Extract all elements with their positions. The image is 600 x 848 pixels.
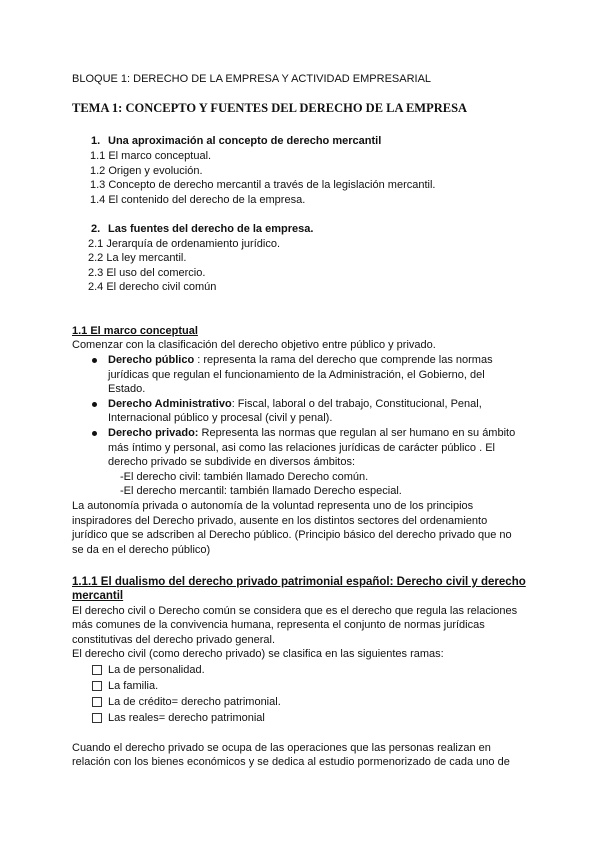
toc-section2-number: 2. — [91, 223, 101, 235]
checklist-item: La de personalidad. — [108, 664, 205, 676]
checkbox-icon — [92, 681, 102, 691]
bullet-line — [108, 397, 482, 411]
paragraph-line: El derecho civil (como derecho privado) se clasifica en las siguientes ramas: — [72, 648, 444, 660]
paragraph-line: jurídico que se adscriben al Derecho público. (Principio básico del derecho privado que no — [72, 529, 512, 541]
checklist-item: La familia. — [108, 680, 159, 692]
paragraph-line: La autonomía privada o autonomía de la voluntad representa uno de los principios — [72, 500, 474, 512]
toc-section1-title: Una aproximación al concepto de derecho mercantil — [108, 135, 382, 147]
checklist-item: Las reales= derecho patrimonial — [108, 712, 265, 724]
bullet-text: : Fiscal, laboral o del trabajo, Constitucional, Penal, — [231, 398, 482, 410]
toc-item: 1.2 Origen y evolución. — [90, 165, 203, 177]
bullet-icon — [92, 402, 97, 407]
paragraph-line: se da en el derecho público) — [72, 544, 211, 556]
bullet-line: derecho privado se subdivide en diversos ámbitos: — [108, 456, 356, 468]
bullet-term: Derecho Administrativo — [108, 398, 232, 410]
bullet-line: más íntimo y personal, asi como las relaciones jurídicas de carácter público . El — [108, 442, 496, 454]
sub-item: -El derecho mercantil: también llamado Derecho especial. — [120, 485, 402, 497]
bullet-term: Derecho público — [108, 354, 195, 366]
section-1-1-heading: 1.1 El marco conceptual — [72, 325, 198, 337]
toc-item: 2.4 El derecho civil común — [88, 281, 217, 293]
checkbox-icon — [92, 697, 102, 707]
paragraph-line: relación con los bienes económicos y se dedica al estudio pormenorizado de cada uno de — [72, 756, 510, 768]
checklist-item: La de crédito= derecho patrimonial. — [108, 696, 281, 708]
bullet-icon — [92, 431, 97, 436]
bullet-line: Internacional público y procesal (civil y penal). — [108, 412, 333, 424]
bullet-line: jurídicas que regulan el funcionamiento de la Administración, el Gobierno, del — [108, 369, 485, 381]
toc-item: 1.1 El marco conceptual. — [90, 150, 212, 162]
bullet-line: Estado. — [108, 383, 146, 395]
toc-item: 2.1 Jerarquía de ordenamiento jurídico. — [88, 238, 281, 250]
checkbox-icon — [92, 713, 102, 723]
section-1-1-intro: Comenzar con la clasificación del derecho objetivo entre público y privado. — [72, 339, 436, 351]
section-1-1-1-heading: 1.1.1 El dualismo del derecho privado patrimonial español: Derecho civil y derecho — [72, 576, 526, 588]
checkbox-icon — [92, 665, 102, 675]
toc-item: 2.3 El uso del comercio. — [88, 267, 206, 279]
paragraph-line: El derecho civil o Derecho común se considera que es el derecho que regula las relaciones — [72, 605, 518, 617]
topic-title: TEMA 1: CONCEPTO Y FUENTES DEL DERECHO DE LA EMPRESA — [72, 101, 468, 115]
bullet-line — [108, 353, 493, 367]
paragraph-line: inspiradores del Derecho privado, ausente en los distintos sectores del ordenamiento — [72, 515, 488, 527]
bullet-text: : representa la rama del derecho que comprende las normas — [194, 354, 493, 366]
paragraph-line: constitutivas del derecho privado general. — [72, 634, 276, 646]
bullet-term: Derecho privado: — [108, 427, 199, 439]
section-1-1-1-heading: mercantil — [72, 590, 124, 602]
block-title: BLOQUE 1: DERECHO DE LA EMPRESA Y ACTIVIDAD EMPRESARIAL — [72, 73, 432, 85]
bullet-line — [108, 426, 515, 440]
toc-item: 2.2 La ley mercantil. — [88, 252, 187, 264]
paragraph-line: Cuando el derecho privado se ocupa de las operaciones que las personas realizan en — [72, 742, 491, 754]
sub-item: -El derecho civil: también llamado Derecho común. — [120, 471, 369, 483]
bullet-icon — [92, 358, 97, 363]
bullet-text: Representa las normas que regulan al ser humano en su ámbito — [198, 427, 516, 439]
paragraph-line: más comunes de la convivencia humana, representa el conjunto de normas jurídicas — [72, 619, 485, 631]
toc-item: 1.4 El contenido del derecho de la empresa. — [90, 194, 306, 206]
toc-section2-title: Las fuentes del derecho de la empresa. — [108, 223, 314, 235]
toc-section1-number: 1. — [91, 135, 101, 147]
toc-item: 1.3 Concepto de derecho mercantil a través de la legislación mercantil. — [90, 179, 436, 191]
